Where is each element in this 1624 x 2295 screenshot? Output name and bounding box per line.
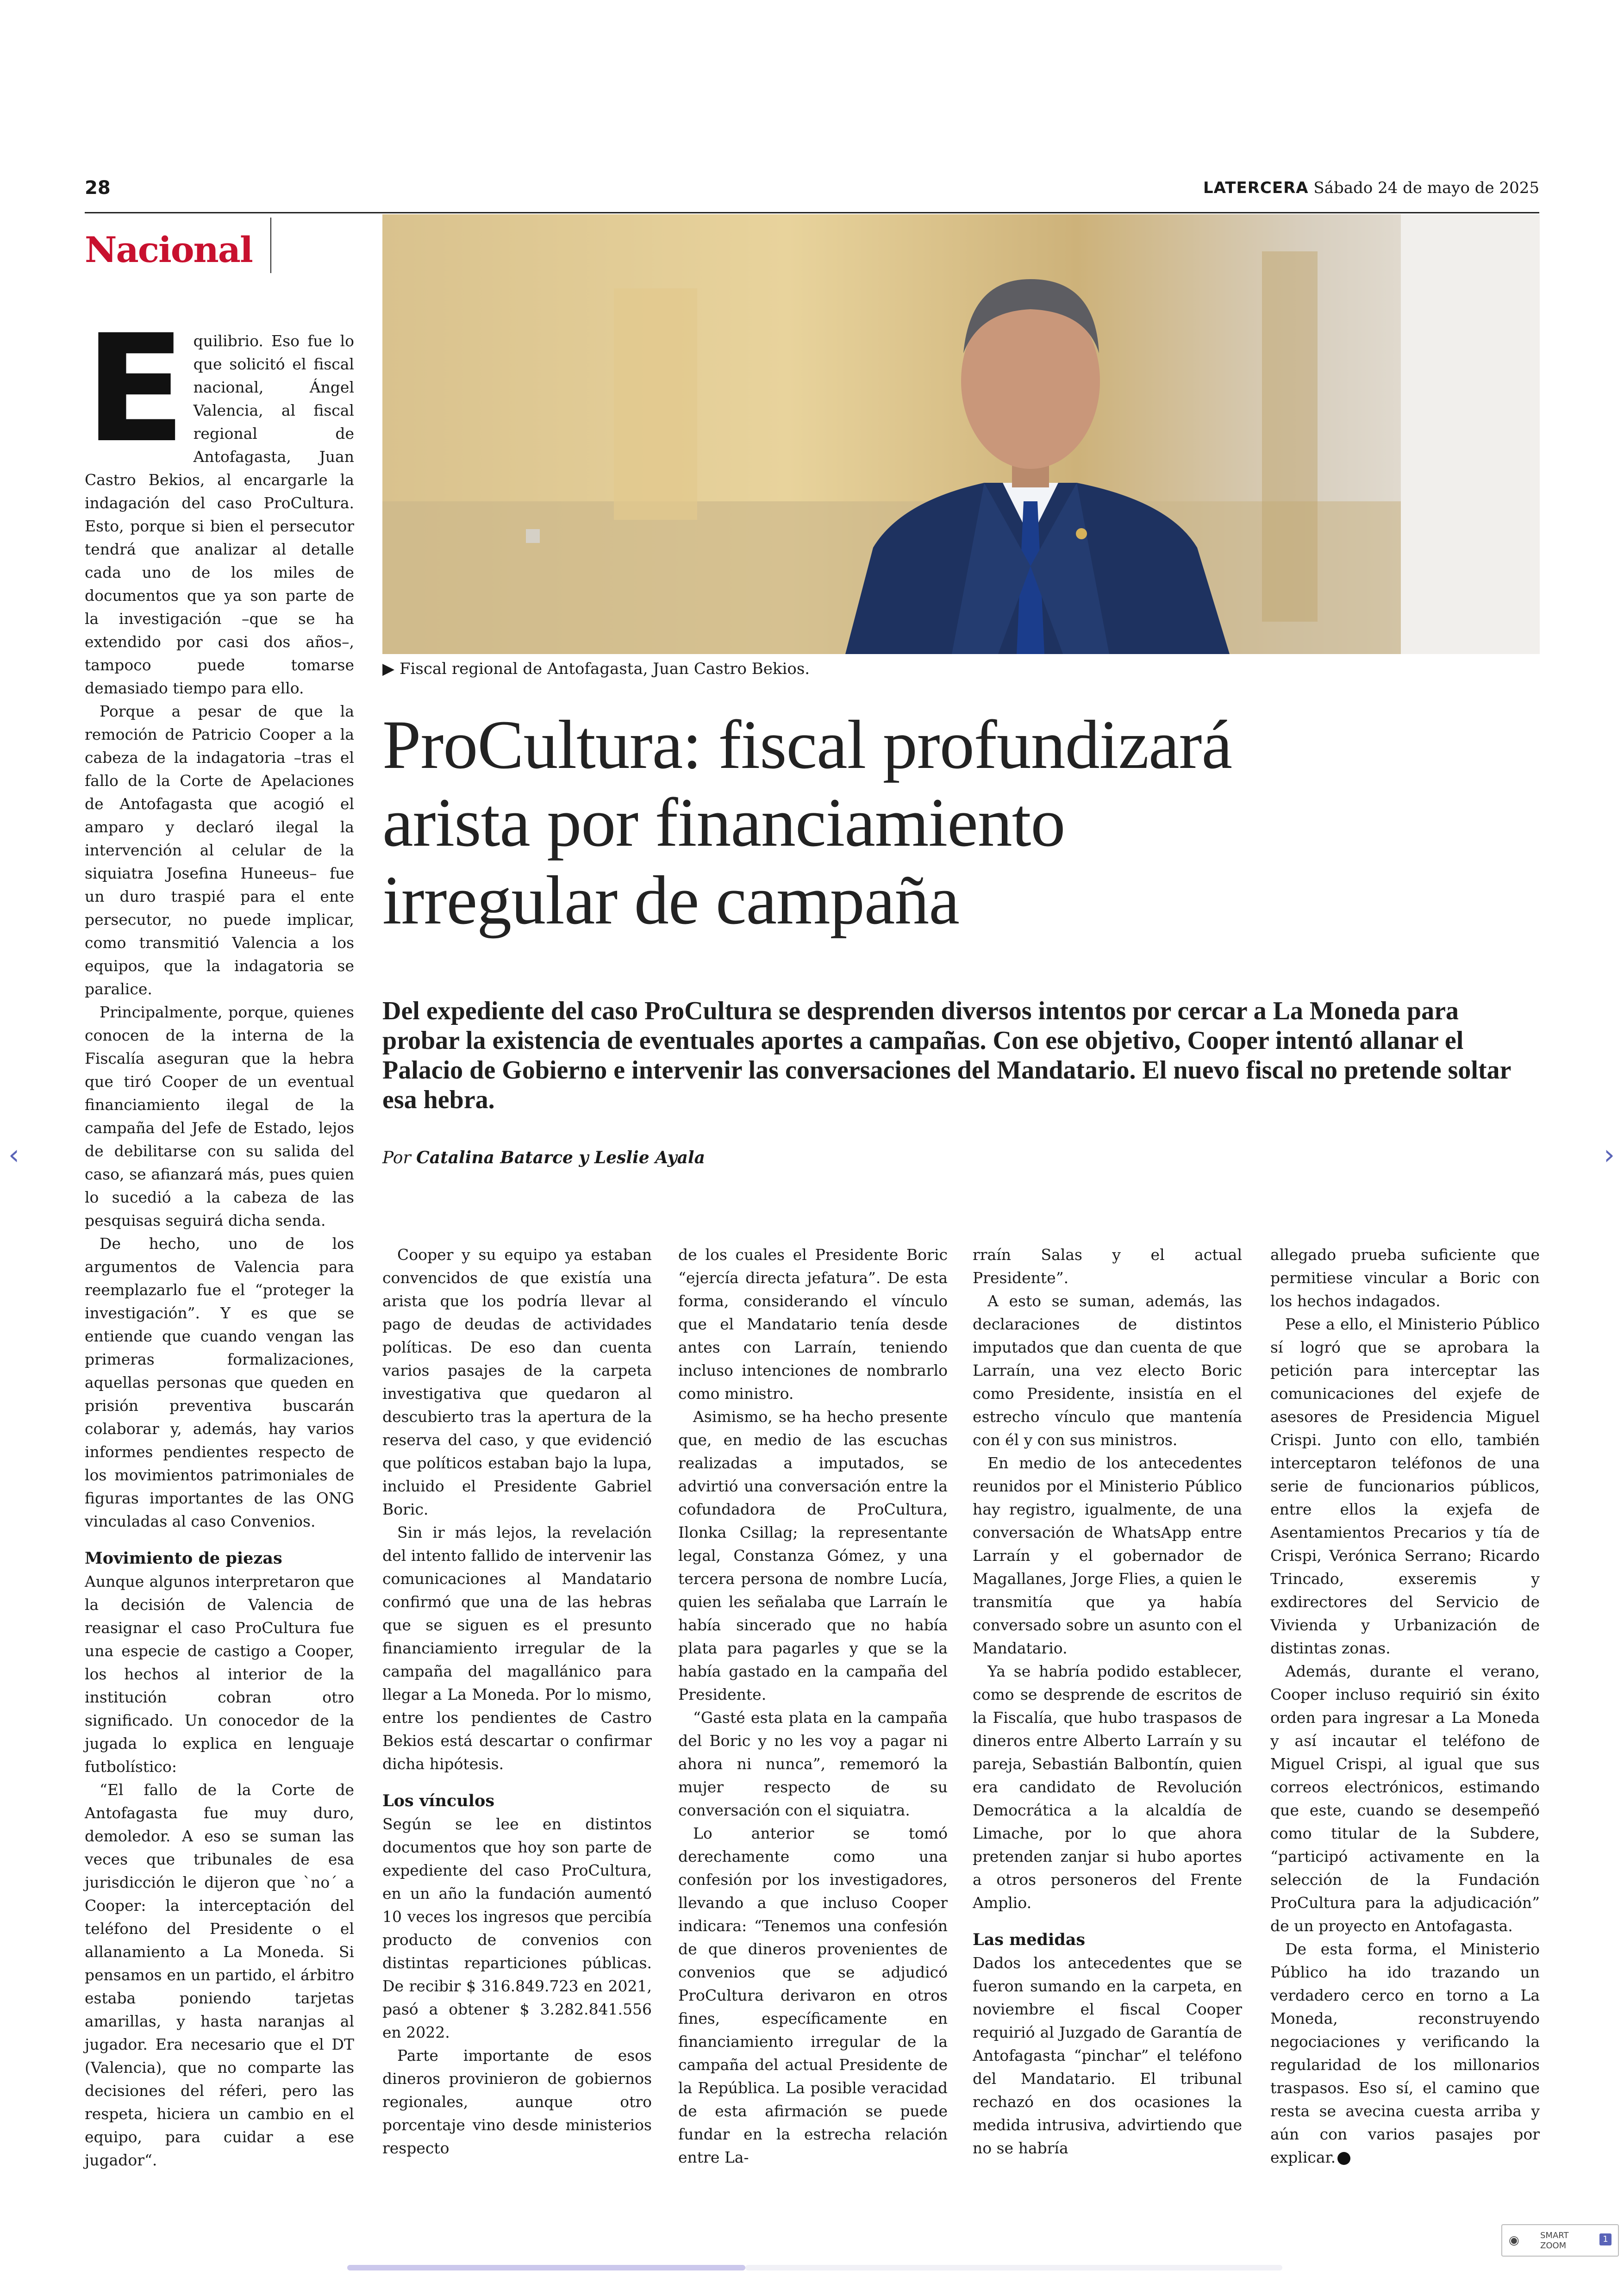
scroll-track[interactable] — [745, 2265, 1282, 2270]
masthead — [1203, 179, 1539, 197]
smart-zoom-label-line1: SMART — [1540, 2231, 1569, 2240]
article-photo — [382, 214, 1540, 654]
paragraph: De hecho, uno de los argumentos de Valencia para reemplazarlo fue el “proteger la investigación”. Y es que se entiende que cuando vengan las primeras formalizaciones, aquellas personas que queden en prisión preventiva buscarán colaborar y, además, hay varios informes pendientes respecto de los movimientos patrimoniales de figuras importantes de las ONG vinculadas al caso Convenios. — [85, 1235, 354, 1530]
chevron-left-icon: ‹ — [8, 1139, 19, 1171]
paragraph: Cooper y su equipo ya estaban convencidos de que existía una arista que los podría llevar al pago de deudas de actividades políticas. De eso dan cuenta varios pasajes de la carpeta investigativa que quedaron al descubierto tras la apertura de la reserva del caso, y que evidenció que políticos estaban bajo la lupa, incluido el Presidente Gabriel Boric. — [382, 1246, 652, 1518]
paragraph: Asimismo, se ha hecho presente que, en medio de las escuchas realizadas a imputados, se advirtió una conversación entre la cofundadora de ProCultura, Ilonka Csillag; la representante legal, Constanza Gómez, y una tercera persona de nombre Lucía, quien les señalaba que Larraín le había sincerado que no había plata para pagarles y que se la había gastado en la campaña del Presidente. — [678, 1408, 948, 1703]
article-column-4 — [973, 1243, 1242, 2160]
paragraph: Parte importante de esos dineros provinieron de gobiernos regionales, aunque otro porcentaje vino desde ministerios respecto — [382, 2046, 652, 2157]
paragraph: Principalmente, porque, quienes conocen de la interna de la Fiscalía aseguran que la hebra que tiró Cooper de un eventual financiamiento ilegal de la campaña del Jefe de Estado, lejos de debilitarse con su salida del caso, se afianzará más, pues quien lo sucedió a la cabeza de las pesquisas seguirá dicha senda. — [85, 1003, 354, 1229]
paragraph: rraín Salas y el actual Presidente”. — [973, 1246, 1242, 1287]
page-number: 28 — [85, 177, 111, 199]
chevron-right-icon: › — [1604, 1139, 1615, 1171]
paragraph: Aunque algunos interpretaron que la decisión de Valencia de reasignar el caso ProCultura fue una especie de castigo a Cooper, los hechos al interior de la institución cobran otro significado. Un conocedor de la jugada lo explica en lenguaje futbolístico: — [85, 1572, 354, 1776]
scrollbar-thumb[interactable] — [347, 2265, 745, 2270]
byline — [382, 1148, 705, 1167]
smart-zoom-button[interactable] — [1501, 2224, 1619, 2257]
paragraph: Según se lee en distintos documentos que hoy son parte de expediente del caso ProCultura, en un año la fundación aumentó 10 veces los ingresos que percibía producto de convenios con distintas reparticiones públicas. De recibir $ 316.849.723 en 2021, pasó a obtener $ 3.282.841.556 en 2022. — [382, 1815, 652, 2041]
paragraph: de los cuales el Presidente Boric “ejercía directa jefatura”. De esta forma, considerando el vínculo que el Mandatario tenía desde antes con Larraín, teniendo incluso intenciones de nombrarlo como ministro. — [678, 1246, 948, 1403]
paragraph: A esto se suman, además, las declaraciones de distintos imputados que dan cuenta de que Larraín, una vez electo Boric como Presidente, insistía en el estrecho vínculo que mantenía con él y con sus ministros. — [973, 1292, 1242, 1449]
paragraph: Dados los antecedentes que se fueron sumando en la carpeta, en noviembre el fiscal Cooper requirió al Juzgado de Garantía de Antofagasta “pinchar” el teléfono del Mandatario. El tribunal rechazó en dos ocasiones la medida intrusiva, advirtiendo que no se habría — [973, 1954, 1242, 2157]
eye-icon: ◉ — [1509, 2233, 1519, 2247]
byline-authors: Catalina Batarce y Leslie Ayala — [416, 1148, 705, 1167]
smart-zoom-label — [1540, 2231, 1568, 2251]
headline-line: irregular de campaña — [382, 862, 959, 939]
paragraph: “Gasté esta plata en la campaña del Boric y no les voy a pagar ni ahora ni nunca”, rememoró la mujer respecto de su conversación con el siquiatra. — [678, 1709, 948, 1819]
paragraph: Sin ir más lejos, la revelación del intento fallido de intervenir las comunicaciones al Mandatario confirmó que una de las hebras que se siguen es el presunto financiamiento irregular de la campaña del magallánico para llegar a La Moneda. Por lo mismo, entre los pendientes de Castro Bekios está descartar o confirmar dicha hipótesis. — [382, 1523, 652, 1773]
photo-caption: ▶ Fiscal regional de Antofagasta, Juan Castro Bekios. — [382, 660, 810, 678]
headline-line: arista por financiamiento — [382, 784, 1065, 861]
next-page-button[interactable] — [1604, 1139, 1615, 1171]
end-mark-icon — [1337, 2152, 1350, 2165]
subheading: Las medidas — [973, 1930, 1086, 1949]
paragraph: quilibrio. Eso fue lo que solicitó el fiscal nacional, Ángel Valencia, al fiscal regional de Antofagasta, Juan Castro Bekios, al encargarle la indagación del caso ProCultura. Esto, porque si bien el persecutor tendrá que analizar al detalle cada uno de los miles de documentos que ya son parte de la investigación –que se ha extendido por casi dos años–, tampoco puede tomarse demasiado tiempo para ello. — [85, 332, 354, 697]
headline-line: ProCultura: fiscal profundizará — [382, 706, 1232, 783]
paragraph: Además, durante el verano, Cooper incluso requirió sin éxito orden para ingresar a La Moneda y así incautar el teléfono de Miguel Crispi, al igual que sus correos electrónicos, estimando que este, cuando se desempeñó como titular de la Subdere, “participó activamente en la selección de la Fundación ProCultura para la adjudicación” de un proyecto en Antofagasta. — [1270, 1662, 1540, 1935]
article-column-1 — [85, 303, 354, 2172]
section-divider — [270, 218, 271, 273]
paragraph: En medio de los antecedentes reunidos por el Ministerio Público hay registro, igualmente, de una conversación de WhatsApp entre Larraín y el gobernador de Magallanes, Jorge Flies, a quien le transmitía que ya había conversado sobre un asunto con el Mandatario. — [973, 1454, 1242, 1657]
paragraph — [1270, 1938, 1540, 2169]
subheading: Los vínculos — [382, 1791, 495, 1810]
portrait-illustration — [382, 214, 1540, 654]
article-column-2 — [382, 1243, 652, 2160]
brand-name: LATERCERA — [1203, 179, 1309, 197]
paragraph: Porque a pesar de que la remoción de Patricio Cooper a la cabeza de la indagatoria –tras el fallo de la Corte de Apelaciones de Antofagasta que acogió el amparo y declaró ilegal la intervención al celular de la siquiatra Josefina Huneeus– fue un duro traspié para el ente persecutor, no puede implicar, como transmitió Valencia a los equipos, que la indagatoria se paralice. — [85, 702, 354, 998]
page-badge: 1 — [1599, 2233, 1612, 2245]
previous-page-button[interactable] — [8, 1139, 19, 1171]
paragraph: Ya se habría podido establecer, como se desprende de escritos de la Fiscalía, que hubo traspasos de dineros entre Alberto Larraín y su pareja, Sebastián Balbontín, quien era candidato de Revolución Democrática a la alcaldía de Limache, por lo que ahora pretenden zanjar si hubo aportes a otros personeros del Frente Amplio. — [973, 1662, 1242, 1912]
article-column-5 — [1270, 1243, 1540, 2169]
drop-cap: E — [85, 303, 186, 475]
headline — [382, 706, 1540, 939]
subheading: Movimiento de piezas — [85, 1549, 282, 1568]
paragraph: allegado prueba suficiente que permitiese vincular a Boric con los hechos indagados. — [1270, 1246, 1540, 1310]
article-deck: Del expediente del caso ProCultura se desprenden diversos intentos por cercar a La Moneda para probar la existencia de eventuales aportes a campañas. Con ese objetivo, Cooper intentó allanar el Palacio de Gobierno e intervenir las conversaciones del Mandatario. El nuevo fiscal no pretende soltar esa hebra. — [382, 997, 1511, 1114]
byline-prefix: Por — [382, 1148, 411, 1167]
paragraph: Lo anterior se tomó derechamente como una confesión por los investigadores, llevando a que incluso Cooper indicara: “Tenemos una confesión de que dineros provenientes de convenios que se adjudicó ProCultura derivaron en otros fines, específicamente en financiamiento irregular de la campaña del actual Presidente de la República. La posible veracidad de esta afirmación se puede fundar en la estrecha relación entre La- — [678, 1824, 948, 2166]
issue-date: Sábado 24 de mayo de 2025 — [1313, 179, 1539, 197]
header-rule — [85, 212, 1539, 213]
paragraph: Pese a ello, el Ministerio Público sí logró que se aprobara la petición para interceptar las comunicaciones del exjefe de asesores de Presidencia Miguel Crispi. Junto con ello, también interceptaron teléfonos de una serie de funcionarios públicos, entre ellos la exjefa de Asentamientos Precarios y tía de Crispi, Verónica Serrano; Ricardo Trincado, exseremis y exdirectores del Servicio de Vivienda y Urbanización de distintas zonas. — [1270, 1315, 1540, 1657]
paragraph: “El fallo de la Corte de Antofagasta fue muy duro, demoledor. A eso se suman las veces que tribunales de esa jurisdicción le dijeron que `no´ a Cooper: la interceptación del teléfono del Presidente o el allanamiento a La Moneda. Si pensamos en un partido, el árbitro estaba poniendo tarjetas amarillas, y hasta naranjas al jugador. Era necesario que el DT (Valencia), que no comparte las decisiones del réferi, pero las respeta, hiciera un cambio en el equipo, para cuidar a ese jugador“. — [85, 1781, 354, 2169]
section-label: Nacional — [85, 229, 252, 270]
paragraph-text: De esta forma, el Ministerio Público ha ido trazando un verdadero cerco en torno a La Moneda, reconstruyendo negociaciones y verificando la regularidad de los millonarios traspasos. Eso sí, el camino que resta se avecina cuesta arriba y aún con varios pasajes por explicar. — [1270, 1940, 1540, 2166]
article-column-3 — [678, 1243, 948, 2169]
smart-zoom-label-line2: ZOOM — [1540, 2241, 1567, 2251]
